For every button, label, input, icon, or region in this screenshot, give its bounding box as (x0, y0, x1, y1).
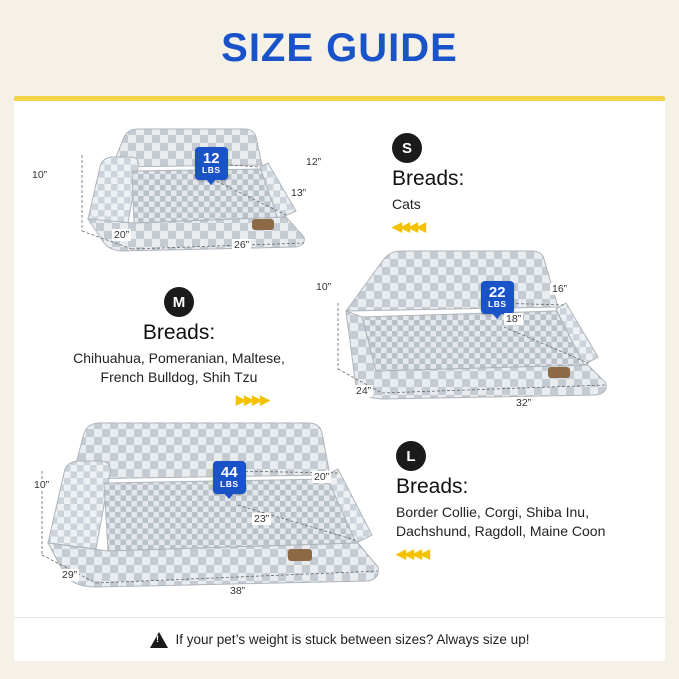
size-block-medium (34, 287, 324, 408)
dim-medium-depth: 24” (356, 385, 372, 397)
chevrons-large: ◀◀◀◀ (396, 545, 428, 561)
dim-small-width: 26” (234, 239, 250, 251)
dim-large-inner-depth: 23” (254, 513, 270, 525)
size-badge-m: M (164, 287, 194, 317)
guide-card (14, 96, 665, 661)
breed-list-large-line1: Border Collie, Corgi, Shiba Inu, (396, 504, 589, 520)
dim-small-height: 10” (32, 169, 48, 181)
dim-large-depth: 29” (62, 569, 78, 581)
weight-tag-medium: 22 LBS (481, 281, 514, 314)
size-block-large (396, 441, 658, 562)
chevrons-medium: ▶▶▶▶ (236, 391, 268, 407)
size-block-small (392, 133, 642, 235)
dim-large-inner-width: 20” (314, 471, 330, 483)
footer-note-bar (14, 617, 665, 661)
breed-list-medium-line2: French Bulldog, Shih Tzu (100, 368, 258, 385)
footer-note-text: If your pet’s weight is stuck between sizes? Always size up! (175, 632, 530, 647)
weight-tag-large: 44 LBS (213, 461, 246, 494)
dim-small-inner-width: 12” (306, 156, 322, 168)
dim-large-height: 10” (34, 479, 50, 491)
size-badge-s: S (392, 133, 422, 163)
dim-small-depth: 20” (114, 229, 130, 241)
weight-tag-small: 12 LBS (195, 147, 228, 180)
bed-illustration-medium (326, 243, 626, 403)
dim-large-width: 38” (230, 585, 246, 597)
breed-list-small: Cats (392, 196, 421, 212)
dim-medium-width: 32” (516, 397, 532, 409)
dim-medium-inner-width: 16” (552, 283, 568, 295)
page-title: SIZE GUIDE (221, 26, 458, 70)
breed-list-medium-line1: Chihuahua, Pomeranian, Maltese, (73, 350, 285, 366)
dim-medium-height: 10” (316, 281, 332, 293)
size-badge-l: L (396, 441, 426, 471)
chevrons-small: ◀◀◀◀ (392, 218, 424, 234)
warning-icon (150, 632, 168, 648)
breads-label-small: Breads: (392, 167, 465, 190)
dim-medium-inner-depth: 18” (506, 313, 522, 325)
dim-small-inner-depth: 13” (291, 187, 307, 199)
breed-list-large-line2: Dachshund, Ragdoll, Maine Coon (396, 522, 606, 539)
breads-label-large: Breads: (396, 475, 469, 498)
breads-label-medium: Breads: (142, 321, 216, 344)
bed-illustration-large (38, 413, 388, 603)
